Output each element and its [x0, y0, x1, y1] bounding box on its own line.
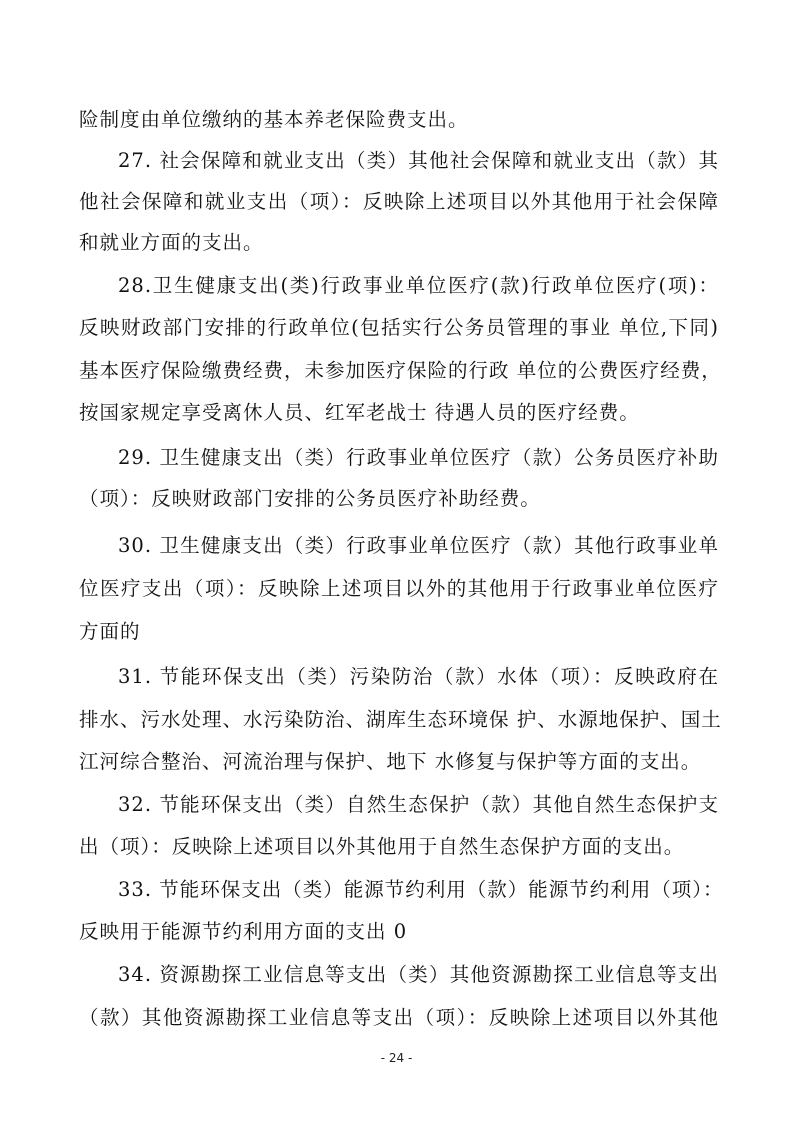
paragraph-34-line: 34. 资源勘探工业信息等支出（类）其他资源勘探工业信息等支出: [118, 963, 719, 986]
paragraph-30-line: 30. 卫生健康支出（类）行政事业单位医疗（款）其他行政事业单: [118, 534, 719, 557]
paragraph-28-line: 28.卫生健康支出(类)行政事业单位医疗(款)行政单位医疗(项)：: [118, 274, 719, 297]
paragraph-31-line: 31. 节能环保支出（类）污染防治（款）水体（项）：反映政府在: [118, 665, 719, 688]
paragraph-33-line: 反映用于能源节约利用方面的支出 0: [79, 920, 408, 943]
paragraph-32-line: 32. 节能环保支出（类）自然生态保护（款）其他自然生态保护支: [118, 793, 719, 816]
paragraph-29-line: （项）：反映财政部门安排的公务员医疗补助经费。: [79, 487, 541, 510]
page-number: - 24 -: [380, 1051, 413, 1065]
paragraph-30-line: 方面的: [79, 620, 141, 643]
paragraph-31-line: 江河综合整治、河流治理与保护、地下 水修复与保护等方面的支出。: [79, 750, 702, 773]
paragraph-27-line: 27. 社会保障和就业支出（类）其他社会保障和就业支出（款）其: [118, 149, 719, 172]
paragraph-27-line: 和就业方面的支出。: [79, 231, 264, 254]
paragraph-27-line: 他社会保障和就业支出（项）：反映除上述项目以外其他用于社会保障: [79, 190, 719, 213]
paragraph-28-line: 基本医疗保险缴费经费，未参加医疗保险的行政 单位的公费医疗经费，: [79, 359, 722, 382]
paragraph-33-line: 33. 节能环保支出（类）能源节约利用（款）能源节约利用（项）：: [118, 878, 724, 901]
text-line: 险制度由单位缴纳的基本养老保险费支出。: [79, 108, 469, 131]
paragraph-29-line: 29. 卫生健康支出（类）行政事业单位医疗（款）公务员医疗补助: [118, 446, 719, 469]
paragraph-30-line: 位医疗支出（项）：反映除上述项目以外的其他用于行政事业单位医疗: [79, 577, 719, 600]
paragraph-31-line: 排水、污水处理、水污染防治、湖库生态环境保 护、水源地保护、国土: [79, 708, 722, 731]
paragraph-32-line: 出（项）：反映除上述项目以外其他用于自然生态保护方面的支出。: [79, 835, 685, 858]
paragraph-34-line: （款）其他资源勘探工业信息等支出（项）：反映除上述项目以外其他: [79, 1006, 719, 1029]
paragraph-28-line: 按国家规定享受离休人员、红军老战士 待遇人员的医疗经费。: [79, 401, 640, 424]
paragraph-28-line: 反映财政部门安排的行政单位(包括实行公务员管理的事业 单位,下同): [79, 316, 719, 339]
